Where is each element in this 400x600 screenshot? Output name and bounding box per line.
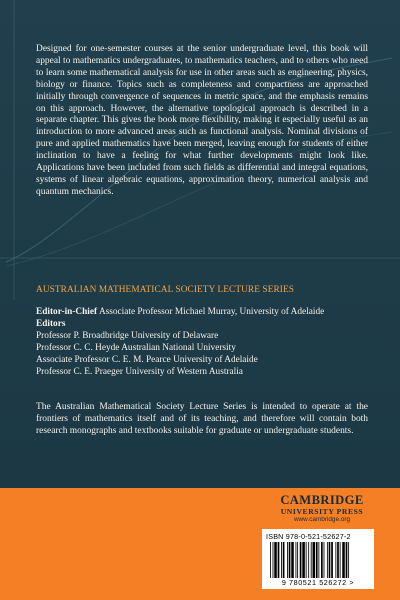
publisher-url: www.cambridge.org [293,516,351,523]
barcode-bar [318,542,319,578]
barcode-bar [311,542,312,578]
barcode-bar [340,542,341,578]
editor-in-chief-name: Associate Professor Michael Murray, University of Adelaide [98,307,325,317]
barcode-bar [297,542,298,578]
barcode-bar [291,542,294,578]
series-description: The Australian Mathematical Society Lecture Series is intended to operate at the frontiers of mathematics itself and of its teaching, and therefore will contain both research monographs and textbooks suitable for graduate or undergraduate students. [36,402,368,436]
barcode-bar [331,542,333,578]
barcode-bar [281,542,282,578]
barcode-bar [270,542,271,578]
barcode-bar [287,542,288,578]
barcode-bar [329,542,331,578]
barcode-digits: 9 780521 526272 > [281,578,355,587]
editors-list [36,331,258,379]
editor-item: Professor C. C. Heyde Australian National University [36,342,236,353]
barcode-bar [348,542,349,578]
book-description: Designed for one-semester courses at the senior undergraduate level, this book will appeal to mathematics undergraduates, to mathematics teachers, and to others who need to learn some mathematical analysis for use in other areas such as engineering, physics, biology or finance. Topics such as completeness and compactness are approached initially through convergence of sequences in metric space, and the emphasis remains on this approach. However, the alternative topological approach is described in a separate chapter. This gives the book more flexibility, making it especially useful as an introduction to more advanced areas such as functional analysis. Nominal divisions of pure and applied mathematics have been merged, leaving enough for students of either inclination to have a feeling for what further developments might look like. Applications have been included from such fields as differential and integral equations, systems of linear algebraic equations, approximation theory, numerical analysis and quantum mechanics. [36,44,368,197]
publisher-name: CAMBRIDGE [280,493,364,507]
barcode-bar [327,542,328,578]
barcode-bar [283,542,285,578]
barcode-bar [337,542,339,578]
barcode-bar [324,542,325,578]
barcode-bar [306,542,307,578]
publisher-logo [274,494,370,524]
barcode-bar [321,542,323,578]
barcode-bar [346,542,348,578]
barcode-panel [262,529,374,589]
editor-item: Associate Professor C. E. M. Pearce University of Adelaide [36,354,258,365]
barcode-bar [308,542,309,578]
barcode-icon [270,542,368,578]
barcode-bar [342,542,345,578]
editor-item: Professor C. E. Praeger University of Western Australia [36,366,243,377]
barcode-bar [273,542,274,578]
barcode-bar [316,542,318,578]
barcode-bar [296,542,297,578]
editor-in-chief-label: Editor-in-Chief [36,307,98,317]
series-title: AUSTRALIAN MATHEMATICAL SOCIETY LECTURE SERIES [36,285,295,295]
barcode-bar [335,542,336,578]
editor-in-chief [36,307,376,319]
barcode-bar [300,542,302,578]
publisher-subtitle: UNIVERSITY PRESS [280,507,364,516]
barcode-bar [302,542,305,578]
editors-heading: Editors [36,319,66,329]
barcode-bar [274,542,277,578]
isbn-text: ISBN 978-0-521-52627-2 [266,532,351,541]
barcode-bar [313,542,316,578]
barcode-bar [289,542,291,578]
barcode-bar [278,542,280,578]
editor-item: Professor P. Broadbridge University of Delaware [36,331,219,341]
